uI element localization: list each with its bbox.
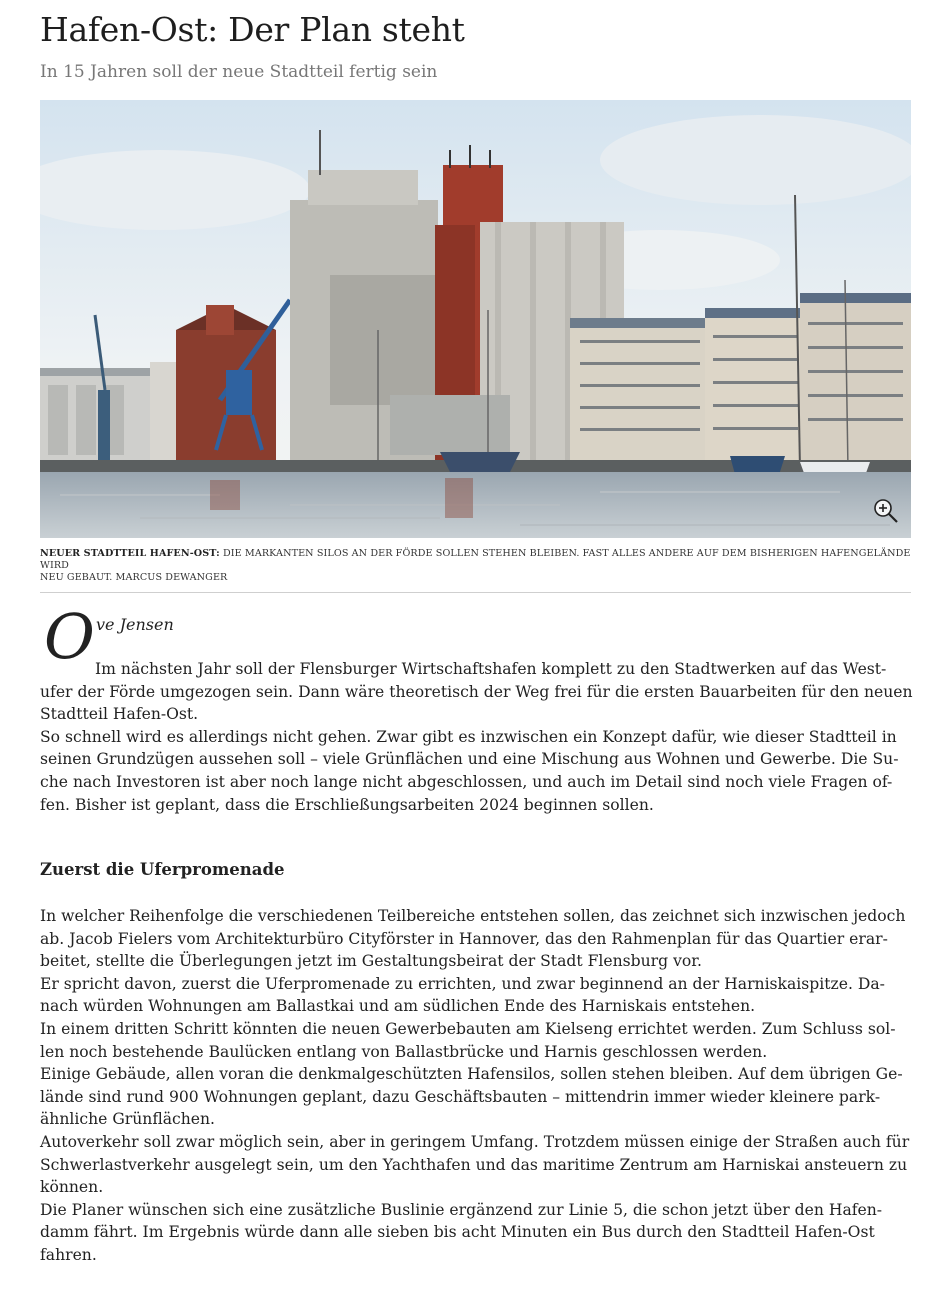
caption-text-line2: NEU GEBAUT. MARCUS DEWANGER (40, 572, 228, 583)
article-title: Hafen-Ost: Der Plan steht (40, 10, 465, 49)
text-line: lände sind rund 900 Wohnungen geplant, dazu Geschäftsbauten – mittendrin immer wieder kleinere park- (40, 1087, 881, 1106)
article-subtitle: In 15 Jahren soll der neue Stadtteil fertig sein (40, 62, 438, 82)
text-line: damm fährt. Im Ergebnis würde dann alle sieben bis acht Minuten ein Bus durch den Stadtteil Hafen-Ost (40, 1223, 875, 1242)
text-line: ähnliche Grünflächen. (40, 1110, 216, 1129)
photo-caption (40, 548, 911, 584)
text-line: Er spricht davon, zuerst die Uferpromenade zu errichten, und zwar beginnend an der Harniskaispitze. Da- (40, 974, 885, 993)
text-line: ufer der Förde umgezogen sein. Dann wäre theoretisch der Weg frei für die ersten Bauarbeiten für den neuen (40, 682, 913, 701)
text-line: ab. Jacob Fielers vom Architekturbüro Cityförster in Hannover, das den Rahmenplan für das Quartier erar- (40, 929, 888, 948)
caption-text-line1: DIE MARKANTEN SILOS AN DER FÖRDE SOLLEN STEHEN BLEIBEN. FAST ALLES ANDERE AUF DEM BISHERIGEN HAFENGELÄNDE WIRD (40, 548, 911, 571)
intro-paragraph (40, 658, 911, 816)
text-line: So schnell wird es allerdings nicht gehen. Zwar gibt es inzwischen ein Konzept dafür, wie dieser Stadtteil in (40, 727, 897, 746)
text-line: Die Planer wünschen sich eine zusätzliche Buslinie ergänzend zur Linie 5, die schon jetzt über den Hafen- (40, 1200, 883, 1219)
text-line: nach würden Wohnungen am Ballastkai und am südlichen Ende des Harniskais entstehen. (40, 997, 756, 1016)
text-line: In welcher Reihenfolge die verschiedenen Teilbereiche entstehen sollen, das zeichnet sich inzwischen jedoch (40, 907, 906, 925)
zoom-in-icon[interactable] (873, 498, 899, 524)
divider (40, 592, 911, 593)
dropcap: O (44, 600, 95, 673)
text-line: che nach Investoren ist aber noch lange nicht abgeschlossen, und auch im Detail sind noch viele Fragen of- (40, 772, 893, 791)
harbor-illustration (40, 100, 911, 538)
text-line: beitet, stellte die Überlegungen jetzt im Gestaltungsbeirat der Stadt Flensburg vor. (40, 952, 702, 971)
text-line: len noch bestehende Baulücken entlang von Ballastbrücke und Harnis geschlossen werden. (40, 1042, 768, 1061)
author-name: ve Jensen (96, 615, 174, 634)
text-line: fen. Bisher ist geplant, dass die Erschließungsarbeiten 2024 beginnen sollen. (40, 795, 654, 814)
text-line: fahren. (40, 1245, 97, 1264)
text-line: Im nächsten Jahr soll der Flensburger Wirtschaftshafen komplett zu den Stadtwerken auf das West- (95, 660, 887, 678)
section-heading: Zuerst die Uferpromenade (40, 860, 285, 879)
text-line: In einem dritten Schritt könnten die neuen Gewerbebauten am Kielseng errichtet werden. Zum Schluss sol- (40, 1019, 896, 1038)
text-line: Einige Gebäude, allen voran die denkmalgeschützten Hafensilos, sollen stehen bleiben. Auf dem übrigen Ge- (40, 1065, 903, 1084)
text-line: Stadtteil Hafen-Ost. (40, 705, 199, 724)
text-line: seinen Grundzügen aussehen soll – viele Grünflächen und eine Mischung aus Wohnen und Gewerbe. Die Su- (40, 750, 899, 769)
body-paragraph (40, 905, 911, 1267)
text-line: können. (40, 1178, 104, 1197)
caption-label: NEUER STADTTEIL HAFEN-OST: (40, 548, 220, 559)
text-line: Autoverkehr soll zwar möglich sein, aber in geringem Umfang. Trotzdem müssen einige der Straßen auch für (40, 1132, 910, 1151)
harbor-photo[interactable] (40, 100, 911, 538)
text-line: Schwerlastverkehr ausgelegt sein, um den Yachthafen und das maritime Zentrum am Harniskai ansteuern zu (40, 1155, 908, 1174)
